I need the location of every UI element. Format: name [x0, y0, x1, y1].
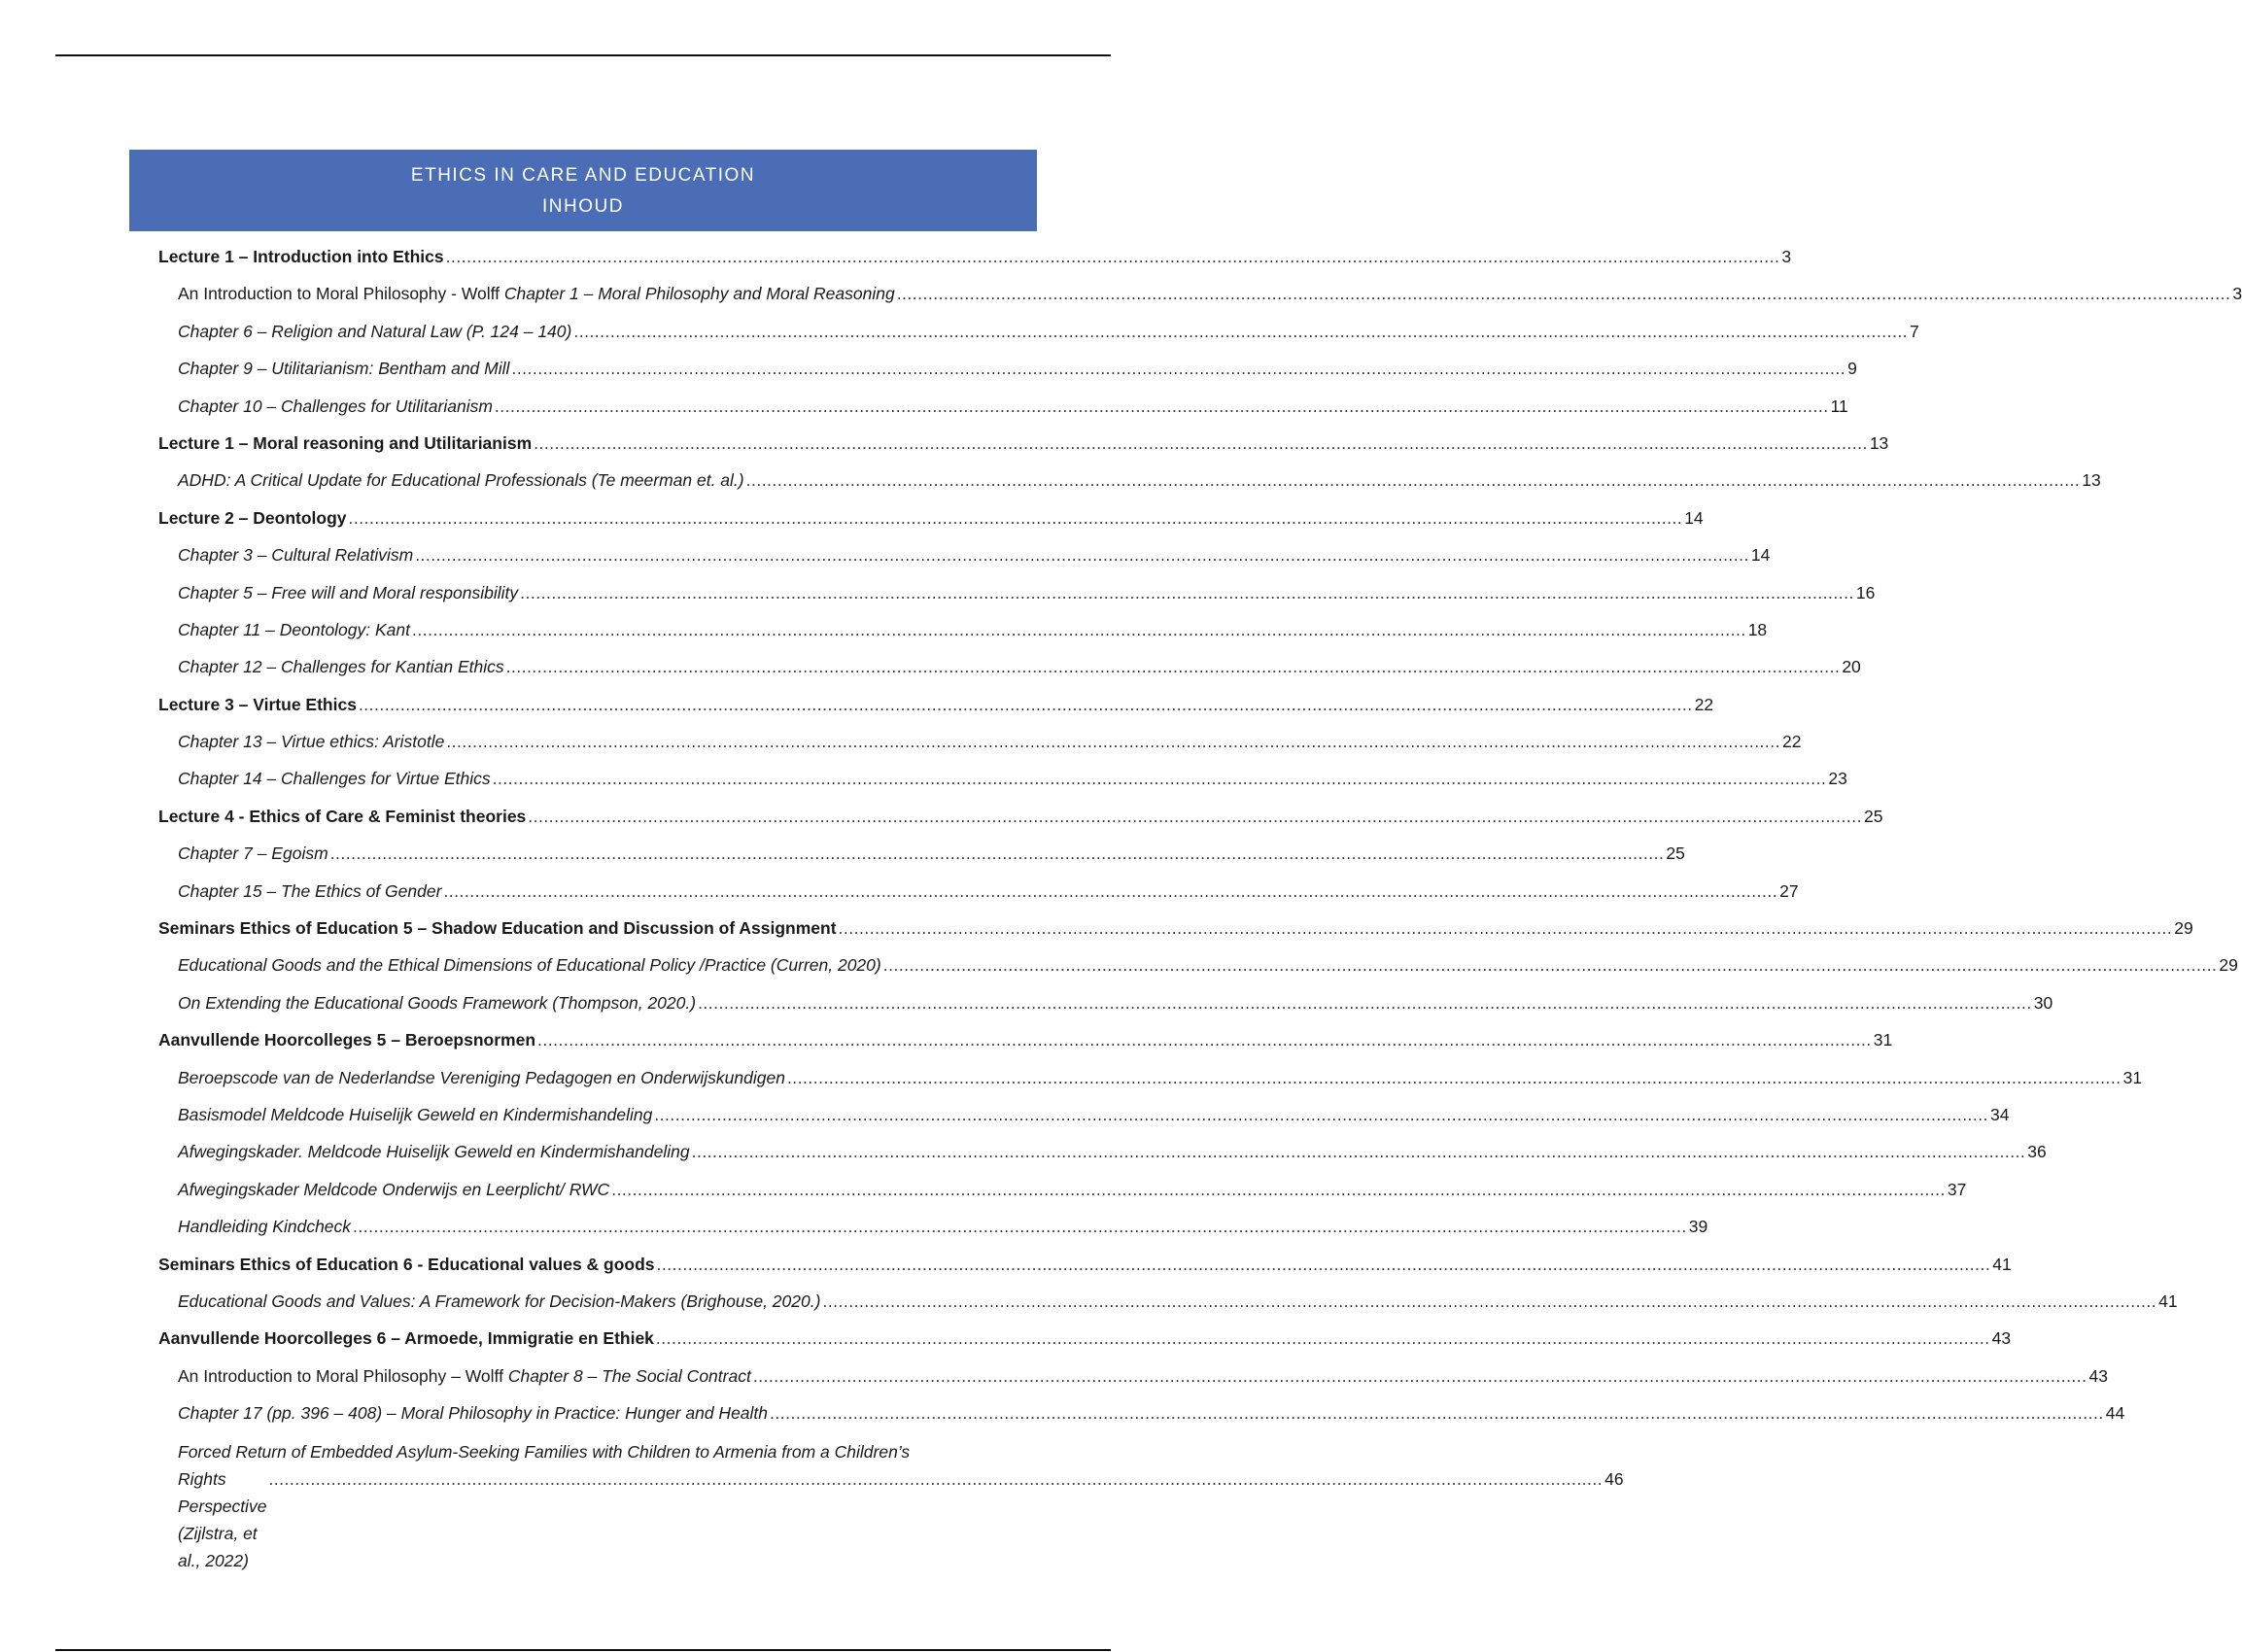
- toc-section-link[interactable]: [129, 1021, 1893, 1058]
- toc-page-number: 37: [1947, 1179, 1967, 1199]
- toc-page-number: 13: [1869, 432, 1889, 453]
- toc-dot-leader: [349, 499, 1683, 536]
- toc-dot-leader: [654, 1096, 1988, 1133]
- toc-section-link[interactable]: [129, 798, 1883, 835]
- toc-entry-title: Handleiding Kindcheck: [178, 1217, 352, 1237]
- toc-subsection-link[interactable]: [129, 611, 1768, 648]
- toc-subsection-link[interactable]: [129, 873, 1799, 910]
- toc-page-number: 36: [2027, 1142, 2047, 1162]
- toc-page-number: 39: [1688, 1217, 1708, 1237]
- toc-dot-leader: [353, 1208, 1687, 1245]
- toc-page-number: 29: [2219, 955, 2238, 976]
- toc-entry-title: On Extending the Educational Goods Framework (Thompson, 2020.): [178, 992, 697, 1013]
- toc-page-number: 14: [1750, 545, 1771, 566]
- toc-subsection-link[interactable]: [129, 313, 1919, 350]
- toc-page-number: 30: [2033, 992, 2053, 1013]
- toc-dot-leader: [656, 1320, 1990, 1357]
- toc-dot-leader: [446, 723, 1780, 760]
- toc-page-number: 20: [1842, 657, 1861, 677]
- toc-entry-title: Chapter 7 – Egoism: [178, 843, 328, 864]
- toc-section-link[interactable]: [129, 425, 1889, 462]
- toc-subsection-link[interactable]: [129, 574, 1876, 611]
- toc-subsection-link[interactable]: [129, 1394, 2125, 1431]
- toc-entry-title: Chapter 10 – Challenges for Utilitarianism: [178, 396, 493, 416]
- toc-section-link[interactable]: [129, 238, 1792, 275]
- toc-page-number: 31: [1873, 1030, 1893, 1050]
- toc-dot-leader: [520, 574, 1854, 611]
- toc-entry-title-line1: Forced Return of Embedded Asylum-Seeking Families with Children to Armenia from a Children’s: [178, 1441, 911, 1462]
- toc-entry-title: [178, 1358, 751, 1394]
- toc-entry-title: Chapter 9 – Utilitarianism: Bentham and Mill: [178, 359, 510, 379]
- toc-dot-leader: [443, 873, 1777, 910]
- toc-subsection-link[interactable]: [129, 462, 2101, 499]
- toc-entry-title: Chapter 11 – Deontology: Kant: [178, 619, 411, 639]
- toc-entry-title: Chapter 5 – Free will and Moral responsibility: [178, 582, 519, 602]
- toc-dot-leader: [753, 1358, 2087, 1394]
- toc-entry-title: Basismodel Meldcode Huiselijk Geweld en Kindermishandeling: [178, 1104, 653, 1124]
- toc-entry-title: Beroepscode van de Nederlandse Vereniging Pedagogen en Onderwijskundigen: [178, 1067, 785, 1087]
- toc-dot-leader: [611, 1171, 1946, 1208]
- toc-subsection-link[interactable]: [129, 536, 1771, 573]
- toc-subsection-link[interactable]: [129, 388, 1848, 425]
- toc-page-number: 31: [2122, 1067, 2143, 1087]
- top-rule: [55, 54, 1111, 56]
- toc-entry-title: Lecture 4 - Ethics of Care & Feminist theories: [158, 806, 527, 826]
- toc-subsection-link[interactable]: [129, 1133, 2047, 1170]
- toc-subsection-link[interactable]: [129, 1096, 2010, 1133]
- toc-entry-title: Lecture 2 – Deontology: [158, 507, 347, 528]
- toc-entry-title: Aanvullende Hoorcolleges 6 – Armoede, Immigratie en Ethiek: [158, 1328, 654, 1349]
- toc-page-number: 41: [1992, 1254, 2012, 1274]
- toc-dot-leader: [692, 1133, 2026, 1170]
- toc-entry-title: Seminars Ethics of Education 6 - Educational values & goods: [158, 1254, 655, 1274]
- toc-page-number: 11: [1830, 396, 1848, 416]
- toc-entry-title: Aanvullende Hoorcolleges 5 – Beroepsnormen: [158, 1030, 536, 1050]
- toc-entry-title: ADHD: A Critical Update for Educational Professionals (Te meerman et. al.): [178, 470, 744, 491]
- toc-subsection-link[interactable]: [129, 946, 2238, 983]
- toc-dot-leader: [412, 611, 1746, 648]
- toc-dot-leader: [839, 910, 2173, 946]
- toc-subsection-link[interactable]: [129, 1208, 1708, 1245]
- toc-dot-leader: [746, 462, 2081, 499]
- toc-page-number: 9: [1847, 359, 1857, 379]
- toc-page-number: 43: [1991, 1328, 2012, 1349]
- toc-dot-leader: [770, 1394, 2104, 1431]
- toc-subsection-link[interactable]: [129, 1059, 2143, 1096]
- table-of-contents: [129, 150, 2242, 1574]
- toc-dot-leader: [573, 313, 1908, 350]
- toc-entry-title-line2: Rights Perspective (Zijlstra, et al., 2022): [178, 1468, 267, 1570]
- toc-page-number: 27: [1779, 880, 1799, 901]
- toc-dot-leader: [822, 1283, 2156, 1320]
- toc-dot-leader: [493, 760, 1827, 797]
- toc-dot-leader: [495, 388, 1829, 425]
- toc-page-number: 13: [2082, 470, 2101, 491]
- toc-subsection-link[interactable]: [129, 835, 1685, 872]
- toc-header-banner: [129, 150, 1037, 231]
- toc-page-number: 7: [1910, 321, 1919, 341]
- toc-dot-leader: [511, 350, 1845, 387]
- toc-entry-title: Chapter 15 – The Ethics of Gender: [178, 880, 442, 901]
- toc-dot-leader: [359, 686, 1693, 723]
- toc-entry-title: Educational Goods and Values: A Framework for Decision-Makers (Brighouse, 2020.): [178, 1291, 821, 1311]
- toc-subsection-link[interactable]: [129, 1283, 2178, 1320]
- toc-entry-title: Educational Goods and the Ethical Dimensions of Educational Policy /Practice (Curren, 2020): [178, 955, 881, 976]
- toc-dot-leader: [698, 984, 2032, 1021]
- toc-page-number: 44: [2105, 1403, 2125, 1424]
- toc-page-number: 23: [1828, 769, 1847, 789]
- toc-entry-title: Chapter 17 (pp. 396 – 408) – Moral Philosophy in Practice: Hunger and Health: [178, 1403, 769, 1424]
- toc-section-link[interactable]: [129, 910, 2193, 946]
- toc-dot-leader: [446, 238, 1780, 275]
- toc-dot-leader: [787, 1059, 2121, 1096]
- toc-entry-title: Chapter 6 – Religion and Natural Law (P. 124 – 140): [178, 321, 572, 341]
- toc-dot-leader: [657, 1246, 1991, 1283]
- toc-entry-title: [178, 275, 895, 312]
- toc-page-number: 25: [1666, 843, 1685, 864]
- toc-page-number: 46: [1604, 1468, 1624, 1489]
- toc-subsection-link[interactable]: [129, 350, 1857, 387]
- toc-page-number: 25: [1863, 806, 1883, 826]
- toc-section-link[interactable]: [129, 499, 1704, 536]
- toc-page-number: 16: [1855, 582, 1876, 602]
- toc-dot-leader: [506, 648, 1841, 685]
- toc-subsection-link[interactable]: [129, 275, 2242, 312]
- toc-section-link[interactable]: [129, 1320, 2012, 1357]
- toc-dot-leader: [883, 946, 2218, 983]
- toc-page-number: 3: [2232, 284, 2242, 304]
- toc-subsection-link[interactable]: [129, 723, 1802, 760]
- toc-page-number: 41: [2158, 1291, 2178, 1311]
- toc-page-number: 18: [1747, 619, 1768, 639]
- toc-entry-title: Chapter 14 – Challenges for Virtue Ethics: [178, 769, 491, 789]
- toc-entry-title: Afwegingskader. Meldcode Huiselijk Geweld en Kindermishandeling: [178, 1142, 690, 1162]
- toc-entry-title: Lecture 1 – Introduction into Ethics: [158, 247, 444, 266]
- toc-dot-leader: [897, 275, 2231, 312]
- toc-subsection-link[interactable]: [129, 984, 2053, 1021]
- toc-dot-leader: [534, 425, 1868, 462]
- toc-entry-title: Lecture 1 – Moral reasoning and Utilitarianism: [158, 432, 533, 453]
- toc-section-link[interactable]: [129, 686, 1714, 723]
- toc-page-number: 29: [2174, 918, 2193, 939]
- toc-entry-title: Chapter 12 – Challenges for Kantian Ethics: [178, 657, 504, 677]
- document-title: ETHICS IN CARE AND EDUCATION: [410, 164, 756, 186]
- toc-page-number: 22: [1694, 694, 1714, 714]
- toc-dot-leader: [268, 1465, 1603, 1493]
- bottom-rule: [55, 1649, 1111, 1651]
- toc-entry-title: Chapter 13 – Virtue ethics: Aristotle: [178, 732, 445, 752]
- toc-section-link[interactable]: [129, 1246, 2012, 1283]
- toc-entry-title: Seminars Ethics of Education 5 – Shadow Education and Discussion of Assignment: [158, 918, 837, 939]
- toc-subsection-link[interactable]: [129, 1171, 1967, 1208]
- toc-page-number: 34: [1990, 1104, 2010, 1124]
- toc-subsection-link[interactable]: [129, 1432, 1624, 1574]
- toc-entries: [129, 238, 2242, 1574]
- toc-dot-leader: [330, 835, 1665, 872]
- toc-entry-title: Lecture 3 – Virtue Ethics: [158, 694, 357, 714]
- toc-dot-leader: [528, 798, 1862, 835]
- toc-entry-title-book: An Introduction to Moral Philosophy – Wolff: [178, 1365, 508, 1386]
- toc-entry-title: Afwegingskader Meldcode Onderwijs en Leerplicht/ RWC: [178, 1179, 610, 1199]
- toc-dot-leader: [537, 1021, 1872, 1058]
- toc-entry-title: Chapter 3 – Cultural Relativism: [178, 545, 414, 566]
- toc-entry-title-book: An Introduction to Moral Philosophy - Wolff: [178, 284, 504, 304]
- toc-subsection-link[interactable]: [129, 760, 1847, 797]
- toc-dot-leader: [415, 536, 1749, 573]
- toc-subsection-link[interactable]: [129, 648, 1861, 685]
- toc-page-number: 3: [1781, 247, 1792, 266]
- toc-entry-title-chapter: Chapter 1 – Moral Philosophy and Moral Reasoning: [503, 284, 895, 304]
- toc-heading: INHOUD: [542, 195, 624, 217]
- toc-page-number: 14: [1684, 507, 1704, 528]
- toc-page-number: 43: [2088, 1365, 2108, 1386]
- toc-subsection-link[interactable]: [129, 1358, 2108, 1394]
- toc-page-number: 22: [1782, 732, 1802, 752]
- toc-entry-title-chapter: Chapter 8 – The Social Contract: [507, 1365, 751, 1386]
